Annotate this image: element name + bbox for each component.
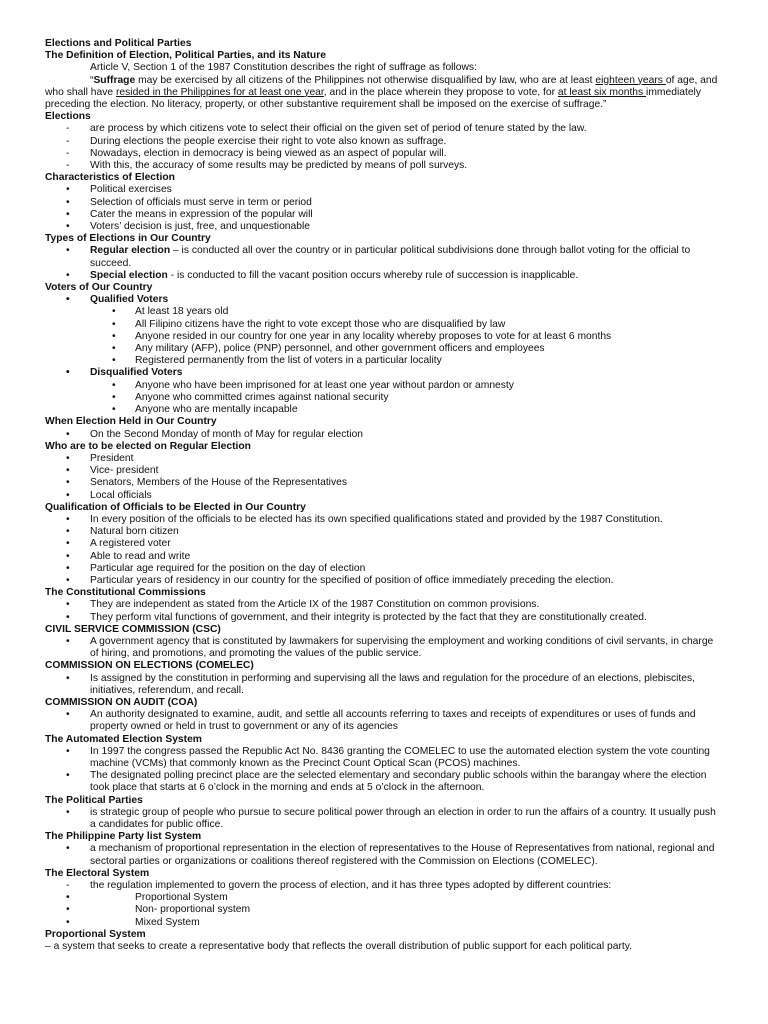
section-heading-commissions: The Constitutional Commissions xyxy=(45,587,206,599)
bullet-marker: • xyxy=(112,330,116,342)
bullet-marker: • xyxy=(112,355,116,367)
section-heading-coa: COMMISSION ON AUDIT (COA) xyxy=(45,696,198,708)
bullet-marker: • xyxy=(66,513,70,525)
list-item: • Selection of officials must serve in term or period xyxy=(66,196,312,208)
dash-marker: - xyxy=(66,135,70,147)
bullet-marker: • xyxy=(66,550,70,562)
list-item: • A government agency that is constituted by lawmakers for supervising the employment and working conditions of civil servants, in charge of hiring, and promotions, and promoting the values of the public service. xyxy=(66,635,714,660)
section-heading-comelec: COMMISSION ON ELECTIONS (COMELEC) xyxy=(45,660,254,672)
bullet-marker: • xyxy=(112,343,116,355)
bullet-marker: • xyxy=(66,196,70,208)
bullet-marker: • xyxy=(66,770,70,782)
bullet-marker: • xyxy=(112,404,116,416)
bullet-marker: • xyxy=(66,709,70,721)
list-item: • Any military (AFP), police (PNP) personnel, and other government officers and employees xyxy=(112,343,545,355)
bullet-marker: • xyxy=(66,574,70,586)
types-list xyxy=(45,245,723,282)
section-heading-automated: The Automated Election System xyxy=(45,733,202,745)
list-item: • a mechanism of proportional representation in the election of representatives to the House of Representatives from national, regional and sectoral parties or organizations or coalitions thereof registered with the Commission on Elections (COMELEC). xyxy=(66,843,715,867)
bullet-marker: • xyxy=(66,208,70,220)
disqualified-voters-list xyxy=(45,380,723,417)
bullet-marker: • xyxy=(112,379,116,391)
list-item: • President xyxy=(66,452,134,464)
disqualified-voters-heading: • Disqualified Voters xyxy=(66,367,183,379)
list-item: - During elections the people exercise their right to vote also known as suffrage. xyxy=(66,135,447,147)
section-heading-voters: Voters of Our Country xyxy=(45,282,153,294)
list-item: • At least 18 years old xyxy=(112,306,229,318)
bullet-marker: • xyxy=(66,745,70,757)
list-item: • Anyone resided in our country for one year in any locality whereby proposes to vote for at least 6 months xyxy=(112,330,612,342)
section-heading-who: Who are to be elected on Regular Election xyxy=(45,440,251,452)
bullet-marker: • xyxy=(66,843,70,855)
qualified-voters-heading: • Qualified Voters xyxy=(66,294,169,306)
list-item: • Is assigned by the constitution in performing and supervising all the laws and regulation for the procedure of an elections, plebiscites, initiatives, referendum, and recall. xyxy=(66,672,696,696)
list-item: • Cater the means in expression of the popular will xyxy=(66,208,313,220)
bullet-marker: • xyxy=(112,391,116,403)
bullet-marker: • xyxy=(66,221,70,233)
bullet-marker: • xyxy=(66,892,70,904)
bullet-marker: • xyxy=(66,269,70,281)
list-item: • Anyone who have been imprisoned for at least one year without pardon or amnesty xyxy=(112,379,514,391)
dash-marker: - xyxy=(66,123,70,135)
bullet-marker: • xyxy=(66,489,70,501)
bullet-marker: • xyxy=(66,635,70,647)
section-heading-qualification: Qualification of Officials to be Elected in Our Country xyxy=(45,501,306,513)
list-item: • Non- proportional system xyxy=(66,904,251,916)
characteristics-list xyxy=(45,184,723,233)
bullet-marker: • xyxy=(66,806,70,818)
list-item: • Natural born citizen xyxy=(66,526,179,538)
qualified-voters-list xyxy=(45,306,723,367)
constitution-quote: “Suffrage may be exercised by all citizens of the Philippines not otherwise disqualified by law, who are at least eighteen years of age, and who shall have resided in the Philippines for at least one year, and in the place wherein they propose to vote, for at least six months immediately preceding the election. No literacy, property, or other substantive requirement shall be imposed on the exercise of suffrage.” xyxy=(45,74,718,111)
who-list xyxy=(45,453,723,502)
electoral-types-list xyxy=(45,892,723,929)
bullet-marker: • xyxy=(66,538,70,550)
article-intro: Article V, Section 1 of the 1987 Constitution describes the right of suffrage as follows: xyxy=(90,62,477,74)
list-item: • On the Second Monday of month of May for regular election xyxy=(66,428,364,440)
list-item: • Anyone who committed crimes against national security xyxy=(112,391,389,403)
list-item: • Vice- president xyxy=(66,465,159,477)
document-title: Elections and Political Parties xyxy=(45,38,192,49)
bullet-marker: • xyxy=(66,916,70,928)
list-item: - Nowadays, election in democracy is being viewed as an aspect of popular will. xyxy=(66,147,447,159)
section-heading-elections: Elections xyxy=(45,111,91,123)
list-item: • The designated polling precinct place are the selected elementary and secondary public schools within the barangay where the election took place that starts at 6 o’clock in the morning and ends at 5 o’clock in the afternoon. xyxy=(66,770,707,794)
list-item: - With this, the accuracy of some results may be predicted by means of poll surveys. xyxy=(66,160,468,172)
section-heading-proportional: Proportional System xyxy=(45,928,146,940)
section-heading-csc: CIVIL SERVICE COMMISSION (CSC) xyxy=(45,623,221,635)
bullet-marker: • xyxy=(66,477,70,489)
list-item: • Senators, Members of the House of the Representatives xyxy=(66,477,347,489)
dash-marker: - xyxy=(66,880,70,892)
bullet-marker: • xyxy=(66,452,70,464)
list-item: • In 1997 the congress passed the Republic Act No. 8436 granting the COMELEC to use the automated election system the vote counting machine (VCMs) that commonly known as the Precinct Count Optical Scan (PCOS) machines. xyxy=(66,745,710,769)
list-item: • Special election - is conducted to fill the vacant position occurs whereby rule of succession is inapplicable. xyxy=(66,269,579,281)
dash-marker: - xyxy=(66,160,70,172)
list-item: • All Filipino citizens have the right to vote except those who are disqualified by law xyxy=(112,318,506,330)
proportional-definition: – a system that seeks to create a representative body that reflects the overall distribution of public support for each political party. xyxy=(45,941,633,953)
list-item: - are process by which citizens vote to select their official on the given set of period of tenure stated by the law. xyxy=(66,123,587,135)
list-item: • Proportional System xyxy=(66,892,228,904)
bullet-marker: • xyxy=(66,526,70,538)
bullet-marker: • xyxy=(66,562,70,574)
bullet-marker: • xyxy=(66,428,70,440)
list-item: • Registered permanently from the list of voters in a particular locality xyxy=(112,355,442,367)
list-item: • Anyone who are mentally incapable xyxy=(112,404,298,416)
dash-marker: - xyxy=(66,147,70,159)
section-heading-definition: The Definition of Election, Political Parties, and its Nature xyxy=(45,50,326,62)
qualification-list xyxy=(45,514,723,587)
bullet-marker: • xyxy=(66,245,70,257)
section-heading-when: When Election Held in Our Country xyxy=(45,416,217,428)
list-item: • Voters’ decision is just, free, and unquestionable xyxy=(66,221,310,233)
list-item: • They are independent as stated from the Article IX of the 1987 Constitution on common provisions. xyxy=(66,599,540,611)
bullet-marker: • xyxy=(66,367,70,379)
list-item: - the regulation implemented to govern the process of election, and it has three types adopted by different countries: xyxy=(66,880,612,892)
bullet-marker: • xyxy=(112,306,116,318)
automated-list xyxy=(45,746,723,795)
bullet-marker: • xyxy=(66,294,70,306)
bullet-marker: • xyxy=(66,465,70,477)
bullet-marker: • xyxy=(66,672,70,684)
bullet-marker: • xyxy=(66,184,70,196)
list-item: • Particular age required for the position on the day of election xyxy=(66,562,366,574)
bullet-marker: • xyxy=(66,599,70,611)
list-item: • Particular years of residency in our country for the specified of position of office immediately preceding the election. xyxy=(66,574,614,586)
bullet-marker: • xyxy=(112,318,116,330)
elections-list xyxy=(45,123,723,172)
list-item: • They perform vital functions of government, and their integrity is protected by the fact that they are constitutionally created. xyxy=(66,611,647,623)
list-item: • Political exercises xyxy=(66,184,172,196)
bullet-marker: • xyxy=(66,904,70,916)
list-item: • In every position of the officials to be elected has its own specified qualifications stated and provided by the 1987 Constitution. xyxy=(66,513,663,525)
list-item: • A registered voter xyxy=(66,538,171,550)
list-item: • An authority designated to examine, audit, and settle all accounts referring to taxes and receipts of expenditures or uses of funds and property owned or held in trust to government or any of its agencies xyxy=(66,709,696,733)
list-item: • Able to read and write xyxy=(66,550,191,562)
section-heading-partylist: The Philippine Party list System xyxy=(45,831,202,843)
list-item: • Mixed System xyxy=(66,916,200,928)
list-item: • is strategic group of people who pursue to secure political power through an election in order to run the affairs of a country. It usually push a candidates for public office. xyxy=(66,806,716,830)
section-heading-types: Types of Elections in Our Country xyxy=(45,233,211,245)
section-heading-electoral: The Electoral System xyxy=(45,867,150,879)
section-heading-parties: The Political Parties xyxy=(45,794,143,806)
list-item: • Local officials xyxy=(66,489,152,501)
section-heading-characteristics: Characteristics of Election xyxy=(45,172,175,184)
bullet-marker: • xyxy=(66,611,70,623)
commissions-list xyxy=(45,599,723,623)
list-item: • Regular election – is conducted all over the country or in particular political subdivisions done through ballot voting for the official to succeed. xyxy=(66,245,691,269)
